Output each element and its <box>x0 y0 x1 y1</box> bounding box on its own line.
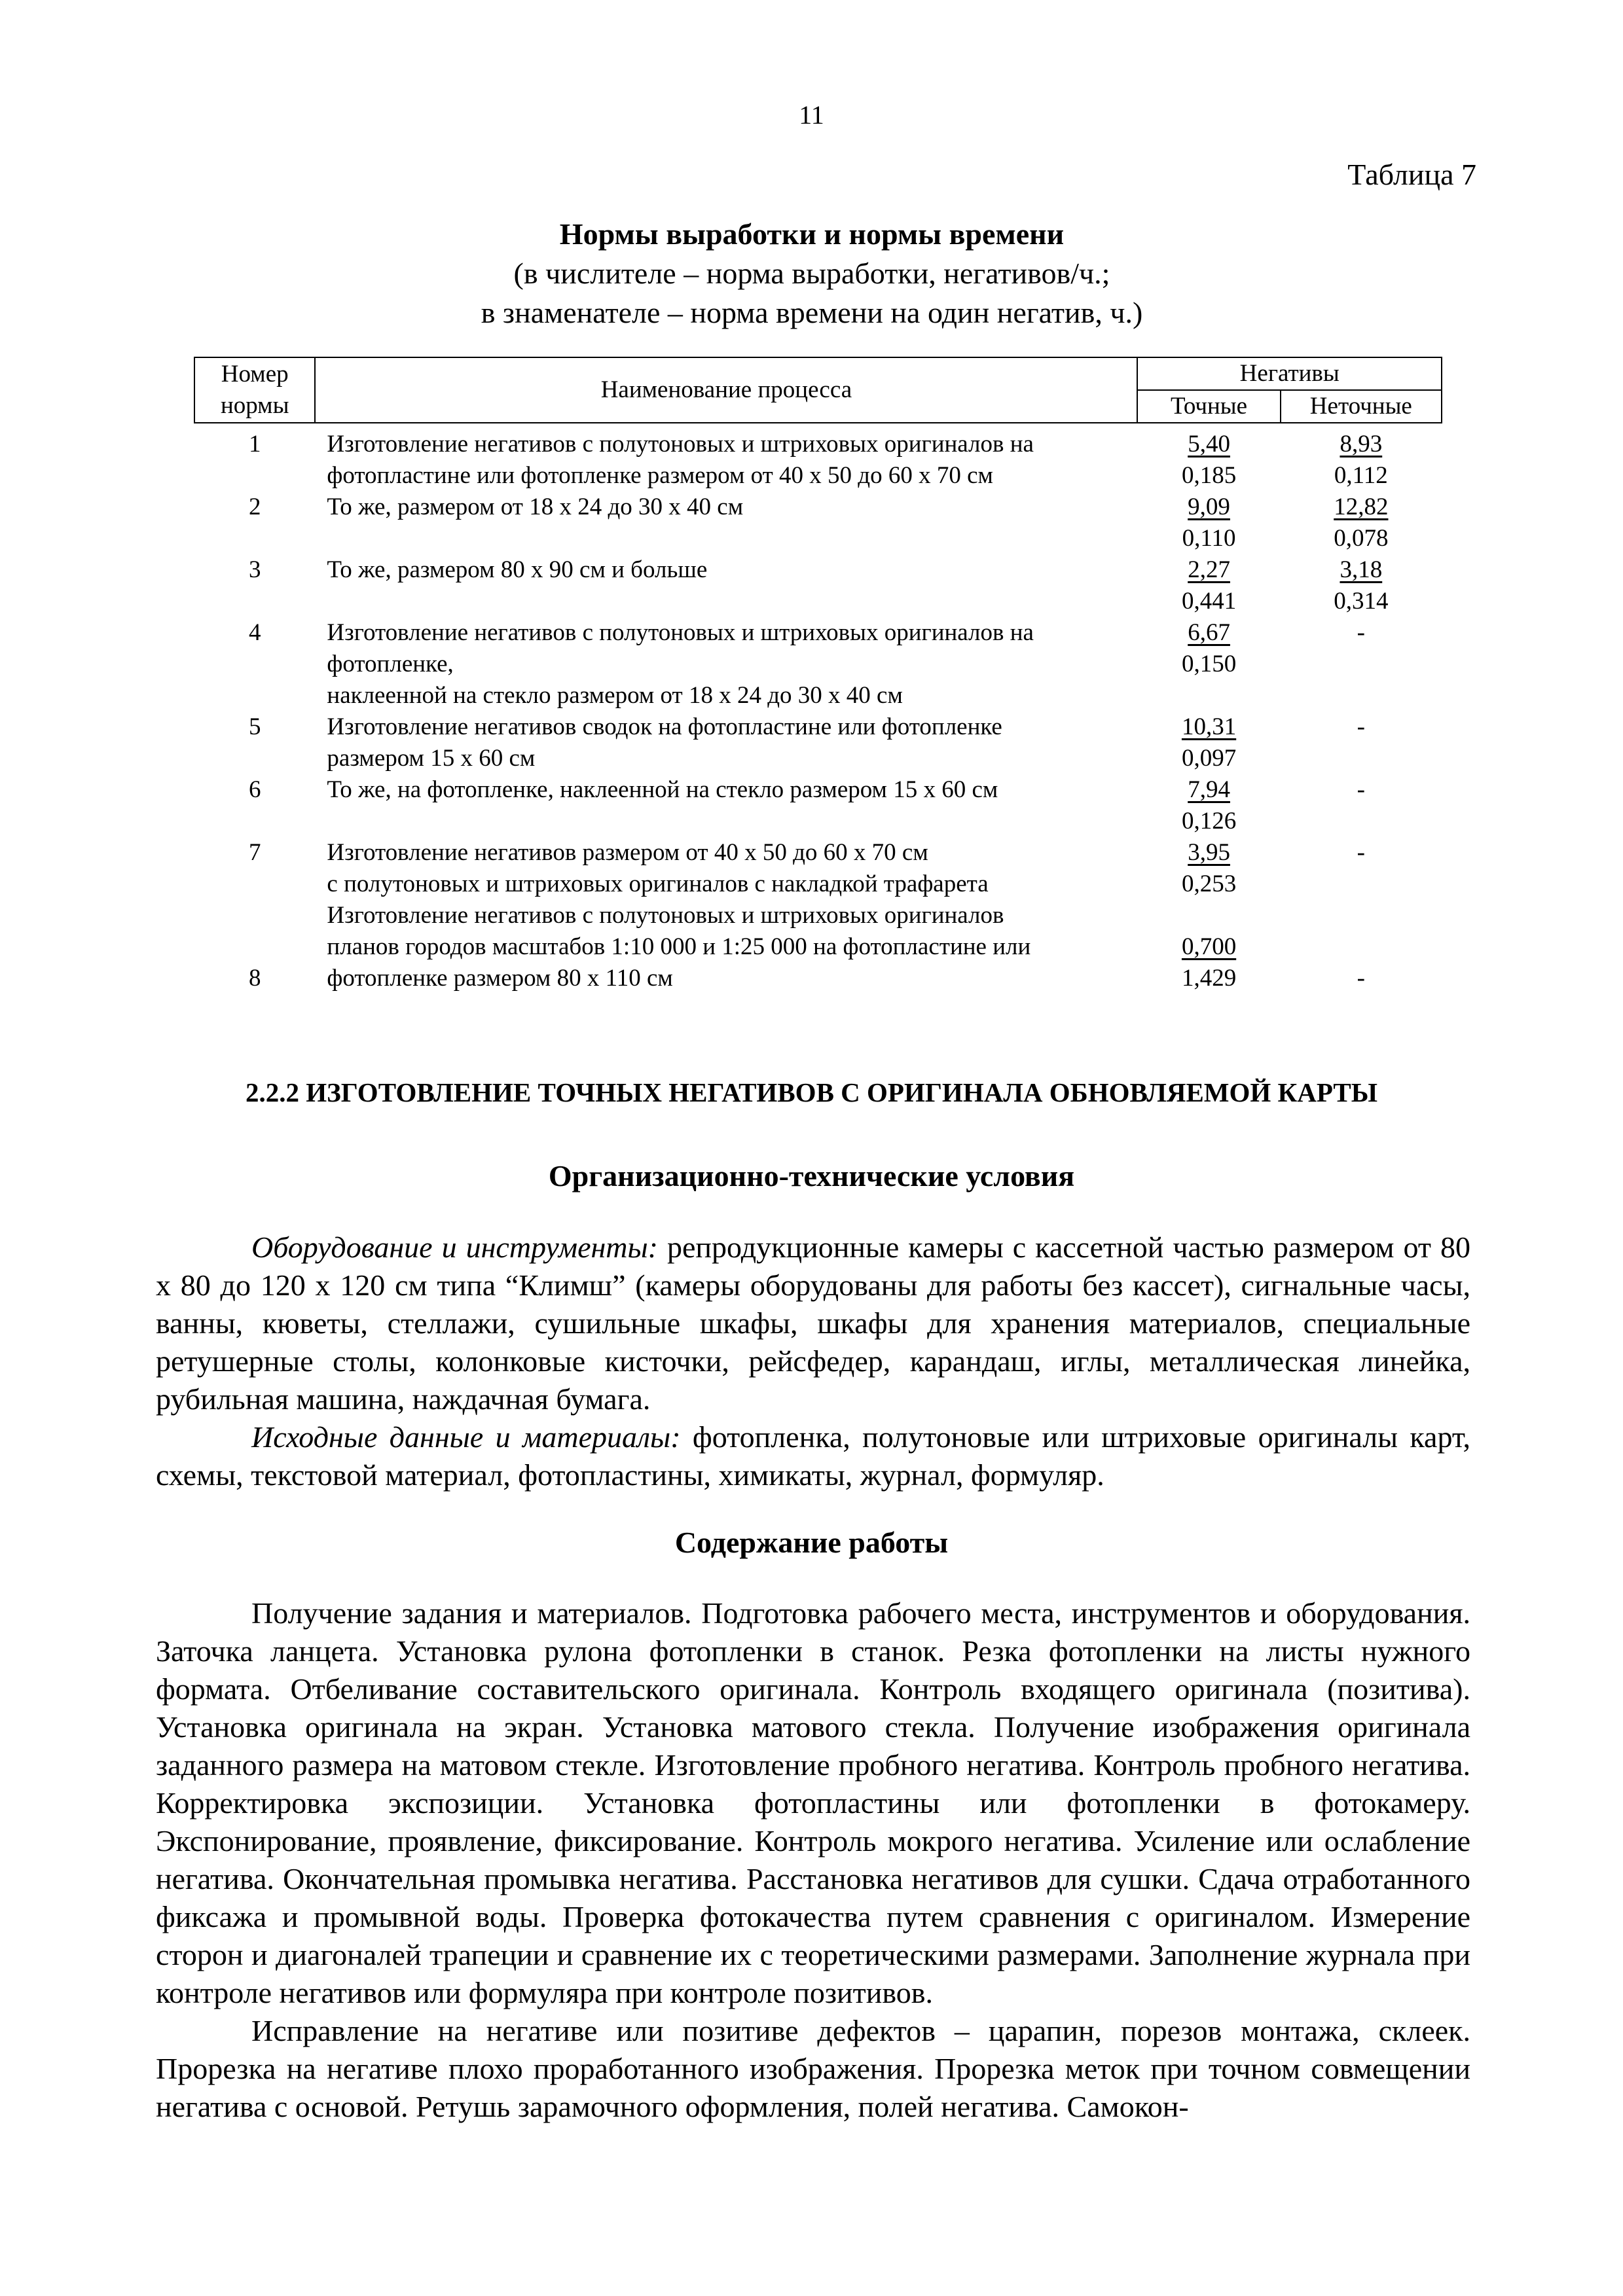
content-heading: Содержание работы <box>674 1526 949 1559</box>
name-line: То же, на фотопленке, наклеенной на стекло размером 15 х 60 см <box>327 776 998 803</box>
exact-rate: 6,67 <box>1188 619 1230 646</box>
name-line: То же, размером от 18 х 24 до 30 х 40 см <box>327 493 744 520</box>
exact-time: 0,126 <box>1181 808 1237 834</box>
exact-time: 0,253 <box>1181 870 1237 897</box>
table-row <box>194 711 1442 774</box>
name-line: фотопленке, <box>327 651 454 677</box>
name-line: То же, размером 80 х 90 см и больше <box>327 556 708 583</box>
exact-rate: 5,40 <box>1188 431 1230 457</box>
exact-cell <box>1137 492 1280 554</box>
row-process-name <box>315 423 1137 492</box>
row-number: 2 <box>248 493 261 520</box>
exact-cell <box>1137 900 1280 994</box>
inexact-cell: - <box>1357 713 1365 740</box>
name-line: планов городов масштабов 1:10 000 и 1:25 000 на фотопластине или <box>327 933 1031 960</box>
inexact-cell: - <box>1357 965 1365 992</box>
row-process-name <box>315 900 1137 994</box>
header-number-line2: нормы <box>220 392 289 419</box>
name-line: фотопластине или фотопленке размером от 40 х 50 до 60 х 70 см <box>327 462 993 489</box>
row-process-name <box>315 554 1137 617</box>
exact-rate: 0,700 <box>1181 933 1237 960</box>
page-number: 11 <box>799 100 824 130</box>
paragraph-lead: Исходные данные и материалы: <box>251 1420 681 1454</box>
row-process-name <box>315 617 1137 711</box>
inexact-rate: 8,93 <box>1340 431 1383 457</box>
exact-cell <box>1137 837 1280 900</box>
row-number: 4 <box>248 619 261 646</box>
table-row <box>194 900 1442 994</box>
exact-rate: 10,31 <box>1181 713 1237 740</box>
row-number: 3 <box>248 556 261 583</box>
header-exact: Точные <box>1137 390 1280 423</box>
inexact-cell <box>1281 554 1442 617</box>
header-process-name: Наименование процесса <box>315 357 1137 423</box>
header-number-line1: Номер <box>221 361 289 387</box>
paragraph-text: репродукционные камеры с кассетной частью размером от 80 х 80 до 120 х 120 см типа “Климш” (камеры оборудованы для работы без кассет), сигнальные часы, ванны, кюветы, стеллажи, сушильные шкафы, шкафы для хранения материалов, специальные ретушерные столы, колонковые кисточки, рейсфедер, карандаш, иглы, металлическая линейка, рубильная машина, наждачная бумага. <box>156 1230 1470 1416</box>
name-line: фотопленке размером 80 х 110 см <box>327 965 673 992</box>
name-line: с полутоновых и штриховых оригиналов с накладкой трафарета <box>327 870 989 897</box>
header-inexact: Неточные <box>1281 390 1442 423</box>
table-row <box>194 423 1442 492</box>
row-number: 5 <box>248 713 261 740</box>
paragraph-text: фотопленка, полутоновые или штриховые оригиналы карт, схемы, текстовой материал, фотопластины, химикаты, журнал, формуляр. <box>156 1420 1471 1492</box>
inexact-cell: - <box>1357 776 1365 803</box>
name-line: Изготовление негативов размером от 40 х 50 до 60 х 70 см <box>327 839 928 866</box>
header-negatives: Негативы <box>1137 357 1442 390</box>
paragraph: Получение задания и материалов. Подготовка рабочего места, инструментов и оборудования. Заточка ланцета. Установка рулона фотопленки в станок. Резка фотопленки на листы нужного формата. Отбеливание составительского оригинала. Контроль входящего оригинала (позитива). Установка оригинала на экран. Установка матового стекла. Получение изображения оригинала заданного размера на матовом стекле. Изготовление пробного негатива. Контроль пробного негатива. Корректировка экспозиции. Установка фотопластины или фотопленки в фотокамеру. Экспонирование, проявление, фиксирование. Контроль мокрого негатива. Усиление или ослабление негатива. Окончательная промывка негатива. Расстановка негативов для сушки. Сдача отработанного фиксажа и промывной воды. Проверка фотокачества путем сравнения с оригиналом. Измерение сторон и диагоналей трапеции и сравнение их с теоретическими размерами. Заполнение журнала при контроле негативов или формуляра при контроле позитивов. <box>156 1596 1470 2009</box>
exact-cell <box>1137 423 1280 492</box>
inexact-rate: 3,18 <box>1340 556 1383 583</box>
row-number: 6 <box>248 776 261 803</box>
row-process-name <box>315 711 1137 774</box>
org-heading: Организационно-технические условия <box>548 1159 1075 1193</box>
paragraph-lead: Оборудование и инструменты: <box>251 1230 658 1264</box>
name-line: Изготовление негативов с полутоновых и штриховых оригиналов на <box>327 431 1034 457</box>
row-number: 1 <box>248 431 261 457</box>
name-line: Изготовление негативов с полутоновых и штриховых оригиналов <box>327 902 1004 929</box>
exact-rate: 9,09 <box>1188 493 1230 520</box>
table-label: Таблица 7 <box>1347 158 1476 191</box>
header-number <box>194 357 315 423</box>
exact-time: 1,429 <box>1181 965 1237 992</box>
table-title-line: (в числителе – норма выработки, негативов/ч.; <box>513 257 1110 290</box>
row-number: 7 <box>248 839 261 866</box>
exact-rate: 7,94 <box>1188 776 1230 803</box>
exact-rate: 2,27 <box>1188 556 1230 583</box>
inexact-time: 0,078 <box>1334 525 1389 552</box>
exact-cell <box>1137 554 1280 617</box>
table-header-row <box>194 357 1442 390</box>
section-heading: 2.2.2 ИЗГОТОВЛЕНИЕ ТОЧНЫХ НЕГАТИВОВ С ОРИГИНАЛА ОБНОВЛЯЕМОЙ КАРТЫ <box>245 1077 1378 1107</box>
name-line: размером 15 х 60 см <box>327 745 536 772</box>
row-process-name <box>315 492 1137 554</box>
name-line: наклеенной на стекло размером от 18 х 24 до 30 х 40 см <box>327 682 903 709</box>
inexact-cell <box>1281 492 1442 554</box>
work-content <box>156 1594 1470 2126</box>
paragraph <box>156 1229 1470 1418</box>
row-process-name <box>315 774 1137 837</box>
org-conditions <box>156 1229 1470 1494</box>
inexact-cell <box>1281 423 1442 492</box>
norms-table <box>194 357 1442 994</box>
table-row <box>194 837 1442 900</box>
exact-time: 0,097 <box>1181 745 1237 772</box>
table-row <box>194 774 1442 837</box>
row-number: 8 <box>248 965 261 992</box>
exact-cell <box>1137 774 1280 837</box>
paragraph <box>156 1418 1470 1494</box>
table-title-line: в знаменателе – норма времени на один негатив, ч.) <box>481 296 1143 329</box>
table-row <box>194 554 1442 617</box>
table-row <box>194 617 1442 711</box>
exact-time: 0,150 <box>1181 651 1237 677</box>
name-line: Изготовление негативов сводок на фотопластине или фотопленке <box>327 713 1002 740</box>
inexact-time: 0,112 <box>1334 462 1388 489</box>
inexact-cell: - <box>1357 839 1365 866</box>
name-line: Изготовление негативов с полутоновых и штриховых оригиналов на <box>327 619 1034 646</box>
inexact-time: 0,314 <box>1334 588 1389 615</box>
inexact-cell: - <box>1357 619 1365 646</box>
inexact-rate: 12,82 <box>1334 493 1389 520</box>
exact-time: 0,185 <box>1181 462 1237 489</box>
exact-rate: 3,95 <box>1188 839 1230 866</box>
table-title <box>183 215 1440 332</box>
table-row <box>194 492 1442 554</box>
paragraph: Исправление на негативе или позитиве дефектов – царапин, порезов монтажа, склеек. Прорезка на негативе плохо проработанного изображения. Прорезка меток при точном совмещении негатива с основой. Ретушь зарамочного оформления, полей негатива. Самокон- <box>156 2014 1470 2123</box>
exact-cell <box>1137 617 1280 711</box>
exact-cell <box>1137 711 1280 774</box>
row-process-name <box>315 837 1137 900</box>
exact-time: 0,110 <box>1182 525 1236 552</box>
exact-time: 0,441 <box>1181 588 1237 615</box>
table-title-main: Нормы выработки и нормы времени <box>559 217 1065 251</box>
